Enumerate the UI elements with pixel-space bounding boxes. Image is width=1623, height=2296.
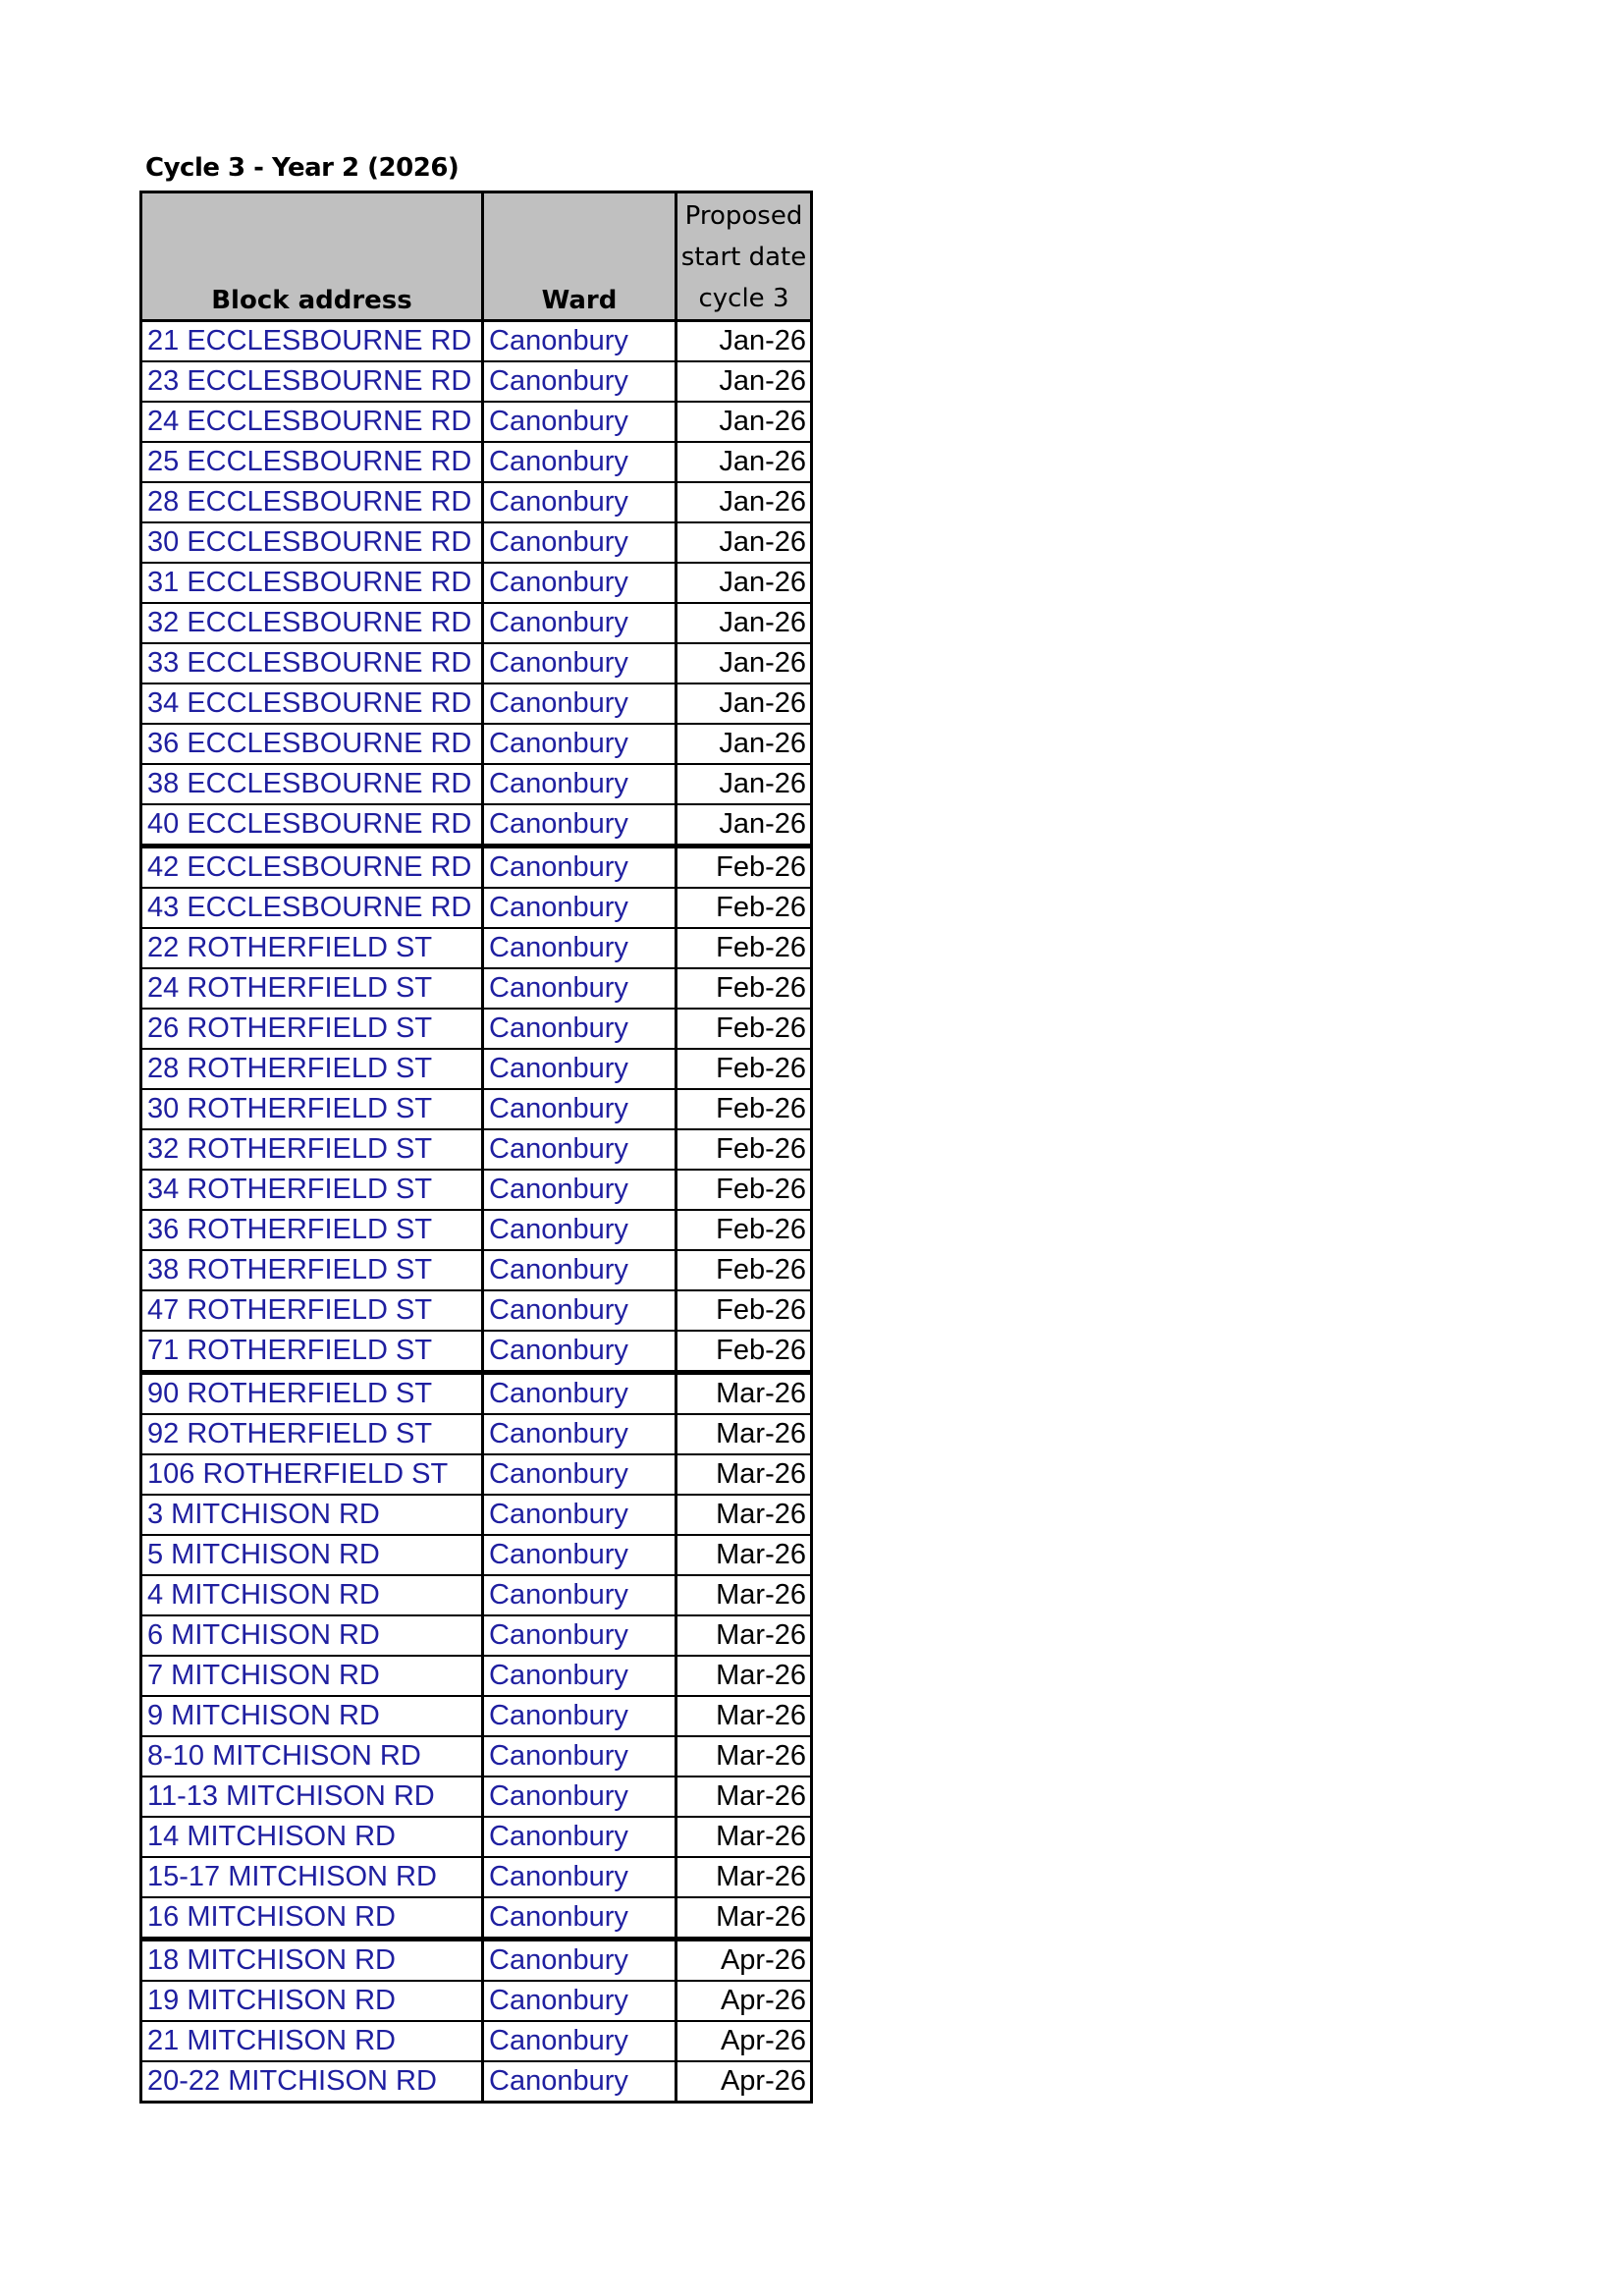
ward-cell: Canonbury <box>483 643 676 683</box>
table-row <box>141 888 812 928</box>
ward-cell: Canonbury <box>483 1373 676 1415</box>
start-date-cell: Jan-26 <box>676 643 812 683</box>
start-date-cell: Feb-26 <box>676 1210 812 1250</box>
ward-cell: Canonbury <box>483 1331 676 1373</box>
start-date-cell: Mar-26 <box>676 1857 812 1897</box>
start-date-cell: Mar-26 <box>676 1817 812 1857</box>
table-row <box>141 968 812 1009</box>
header-block-address: Block address <box>141 192 483 321</box>
block-address-cell: 34 ECCLESBOURNE RD <box>141 683 483 724</box>
block-address-cell: 30 ECCLESBOURNE RD <box>141 522 483 563</box>
ward-cell: Canonbury <box>483 1495 676 1535</box>
block-address-cell: 36 ECCLESBOURNE RD <box>141 724 483 764</box>
start-date-cell: Mar-26 <box>676 1454 812 1495</box>
block-address-cell: 24 ROTHERFIELD ST <box>141 968 483 1009</box>
table-row <box>141 1981 812 2021</box>
header-date-line-3: cycle 3 <box>698 284 789 313</box>
block-address-cell: 32 ECCLESBOURNE RD <box>141 603 483 643</box>
table-row <box>141 683 812 724</box>
table-row <box>141 1857 812 1897</box>
start-date-cell: Jan-26 <box>676 402 812 442</box>
block-address-cell: 31 ECCLESBOURNE RD <box>141 563 483 603</box>
table-row <box>141 1615 812 1656</box>
start-date-cell: Mar-26 <box>676 1615 812 1656</box>
block-address-cell: 28 ECCLESBOURNE RD <box>141 482 483 522</box>
ward-cell: Canonbury <box>483 1736 676 1777</box>
block-address-cell: 5 MITCHISON RD <box>141 1535 483 1575</box>
block-address-cell: 90 ROTHERFIELD ST <box>141 1373 483 1415</box>
ward-cell: Canonbury <box>483 1049 676 1089</box>
ward-cell: Canonbury <box>483 1129 676 1170</box>
ward-cell: Canonbury <box>483 1940 676 1982</box>
table-row <box>141 847 812 889</box>
block-address-cell: 3 MITCHISON RD <box>141 1495 483 1535</box>
block-address-cell: 25 ECCLESBOURNE RD <box>141 442 483 482</box>
start-date-cell: Feb-26 <box>676 1089 812 1129</box>
ward-cell: Canonbury <box>483 563 676 603</box>
ward-cell: Canonbury <box>483 724 676 764</box>
block-address-cell: 106 ROTHERFIELD ST <box>141 1454 483 1495</box>
start-date-cell: Jan-26 <box>676 804 812 847</box>
start-date-cell: Mar-26 <box>676 1736 812 1777</box>
block-address-cell: 14 MITCHISON RD <box>141 1817 483 1857</box>
table-row <box>141 1414 812 1454</box>
block-address-cell: 15-17 MITCHISON RD <box>141 1857 483 1897</box>
start-date-cell: Jan-26 <box>676 361 812 402</box>
block-address-cell: 40 ECCLESBOURNE RD <box>141 804 483 847</box>
ward-cell: Canonbury <box>483 1290 676 1331</box>
block-address-cell: 34 ROTHERFIELD ST <box>141 1170 483 1210</box>
table-row <box>141 1575 812 1615</box>
start-date-cell: Apr-26 <box>676 1981 812 2021</box>
block-address-cell: 16 MITCHISON RD <box>141 1897 483 1940</box>
page-title: Cycle 3 - Year 2 (2026) <box>145 153 460 183</box>
ward-cell: Canonbury <box>483 361 676 402</box>
block-address-cell: 26 ROTHERFIELD ST <box>141 1009 483 1049</box>
block-address-cell: 11-13 MITCHISON RD <box>141 1777 483 1817</box>
ward-cell: Canonbury <box>483 2021 676 2061</box>
ward-cell: Canonbury <box>483 522 676 563</box>
table-row <box>141 1049 812 1089</box>
ward-cell: Canonbury <box>483 482 676 522</box>
table-row <box>141 1736 812 1777</box>
block-address-cell: 18 MITCHISON RD <box>141 1940 483 1982</box>
table-row <box>141 1535 812 1575</box>
start-date-cell: Mar-26 <box>676 1696 812 1736</box>
table-row <box>141 1290 812 1331</box>
ward-cell: Canonbury <box>483 1089 676 1129</box>
block-address-cell: 6 MITCHISON RD <box>141 1615 483 1656</box>
block-address-cell: 23 ECCLESBOURNE RD <box>141 361 483 402</box>
ward-cell: Canonbury <box>483 603 676 643</box>
ward-cell: Canonbury <box>483 1857 676 1897</box>
header-date-line-2: start date <box>680 243 807 272</box>
table-row <box>141 522 812 563</box>
block-address-cell: 28 ROTHERFIELD ST <box>141 1049 483 1089</box>
block-address-cell: 19 MITCHISON RD <box>141 1981 483 2021</box>
block-address-cell: 30 ROTHERFIELD ST <box>141 1089 483 1129</box>
table-row <box>141 402 812 442</box>
table-row <box>141 321 812 362</box>
start-date-cell: Feb-26 <box>676 847 812 889</box>
start-date-cell: Jan-26 <box>676 442 812 482</box>
start-date-cell: Feb-26 <box>676 888 812 928</box>
start-date-cell: Mar-26 <box>676 1777 812 1817</box>
start-date-cell: Feb-26 <box>676 1250 812 1290</box>
start-date-cell: Jan-26 <box>676 482 812 522</box>
start-date-cell: Mar-26 <box>676 1535 812 1575</box>
block-address-cell: 38 ECCLESBOURNE RD <box>141 764 483 804</box>
ward-cell: Canonbury <box>483 1817 676 1857</box>
ward-cell: Canonbury <box>483 402 676 442</box>
ward-cell: Canonbury <box>483 1414 676 1454</box>
table-row <box>141 1817 812 1857</box>
table-row <box>141 2061 812 2103</box>
table-row <box>141 1373 812 1415</box>
start-date-cell: Feb-26 <box>676 1009 812 1049</box>
ward-cell: Canonbury <box>483 1696 676 1736</box>
start-date-cell: Mar-26 <box>676 1575 812 1615</box>
start-date-cell: Jan-26 <box>676 321 812 362</box>
start-date-cell: Jan-26 <box>676 603 812 643</box>
ward-cell: Canonbury <box>483 888 676 928</box>
table-body <box>141 321 812 2103</box>
table-row <box>141 928 812 968</box>
block-address-cell: 43 ECCLESBOURNE RD <box>141 888 483 928</box>
block-address-cell: 32 ROTHERFIELD ST <box>141 1129 483 1170</box>
table-row <box>141 361 812 402</box>
table-row <box>141 1331 812 1373</box>
table-row <box>141 1495 812 1535</box>
table-row <box>141 442 812 482</box>
start-date-cell: Mar-26 <box>676 1656 812 1696</box>
table-row <box>141 1777 812 1817</box>
table-row <box>141 1696 812 1736</box>
ward-cell: Canonbury <box>483 1250 676 1290</box>
block-address-cell: 20-22 MITCHISON RD <box>141 2061 483 2103</box>
table-row <box>141 804 812 847</box>
start-date-cell: Jan-26 <box>676 724 812 764</box>
start-date-cell: Feb-26 <box>676 1170 812 1210</box>
block-address-cell: 36 ROTHERFIELD ST <box>141 1210 483 1250</box>
table-row <box>141 1897 812 1940</box>
ward-cell: Canonbury <box>483 1009 676 1049</box>
block-address-cell: 33 ECCLESBOURNE RD <box>141 643 483 683</box>
ward-cell: Canonbury <box>483 804 676 847</box>
ward-cell: Canonbury <box>483 683 676 724</box>
ward-cell: Canonbury <box>483 847 676 889</box>
block-address-cell: 24 ECCLESBOURNE RD <box>141 402 483 442</box>
table-row <box>141 1210 812 1250</box>
ward-cell: Canonbury <box>483 1454 676 1495</box>
table-row <box>141 1089 812 1129</box>
ward-cell: Canonbury <box>483 764 676 804</box>
table-row <box>141 643 812 683</box>
ward-cell: Canonbury <box>483 1170 676 1210</box>
block-address-cell: 92 ROTHERFIELD ST <box>141 1414 483 1454</box>
table-row <box>141 1940 812 1982</box>
table-row <box>141 1656 812 1696</box>
ward-cell: Canonbury <box>483 321 676 362</box>
start-date-cell: Feb-26 <box>676 1049 812 1089</box>
block-address-cell: 22 ROTHERFIELD ST <box>141 928 483 968</box>
block-address-cell: 38 ROTHERFIELD ST <box>141 1250 483 1290</box>
ward-cell: Canonbury <box>483 2061 676 2103</box>
start-date-cell: Feb-26 <box>676 1331 812 1373</box>
ward-cell: Canonbury <box>483 1615 676 1656</box>
table-row <box>141 482 812 522</box>
start-date-cell: Feb-26 <box>676 1290 812 1331</box>
ward-cell: Canonbury <box>483 1535 676 1575</box>
start-date-cell: Feb-26 <box>676 968 812 1009</box>
block-address-cell: 21 ECCLESBOURNE RD <box>141 321 483 362</box>
table-row <box>141 2021 812 2061</box>
block-address-cell: 7 MITCHISON RD <box>141 1656 483 1696</box>
block-address-cell: 47 ROTHERFIELD ST <box>141 1290 483 1331</box>
table-row <box>141 1129 812 1170</box>
block-address-cell: 71 ROTHERFIELD ST <box>141 1331 483 1373</box>
start-date-cell: Mar-26 <box>676 1414 812 1454</box>
table-row <box>141 1009 812 1049</box>
block-address-cell: 4 MITCHISON RD <box>141 1575 483 1615</box>
start-date-cell: Mar-26 <box>676 1373 812 1415</box>
table-row <box>141 1170 812 1210</box>
ward-cell: Canonbury <box>483 1777 676 1817</box>
start-date-cell: Jan-26 <box>676 683 812 724</box>
table-row <box>141 1454 812 1495</box>
start-date-cell: Jan-26 <box>676 522 812 563</box>
header-date-line-1: Proposed <box>684 201 803 231</box>
table-row <box>141 1250 812 1290</box>
schedule-table <box>139 191 813 2104</box>
ward-cell: Canonbury <box>483 928 676 968</box>
header-proposed-start-date <box>676 192 812 321</box>
block-address-cell: 9 MITCHISON RD <box>141 1696 483 1736</box>
start-date-cell: Jan-26 <box>676 563 812 603</box>
header-row <box>141 192 812 321</box>
ward-cell: Canonbury <box>483 442 676 482</box>
start-date-cell: Feb-26 <box>676 928 812 968</box>
table-row <box>141 563 812 603</box>
block-address-cell: 8-10 MITCHISON RD <box>141 1736 483 1777</box>
start-date-cell: Apr-26 <box>676 2061 812 2103</box>
ward-cell: Canonbury <box>483 1656 676 1696</box>
table-row <box>141 603 812 643</box>
ward-cell: Canonbury <box>483 968 676 1009</box>
start-date-cell: Feb-26 <box>676 1129 812 1170</box>
start-date-cell: Mar-26 <box>676 1897 812 1940</box>
table-row <box>141 724 812 764</box>
ward-cell: Canonbury <box>483 1575 676 1615</box>
start-date-cell: Jan-26 <box>676 764 812 804</box>
ward-cell: Canonbury <box>483 1210 676 1250</box>
start-date-cell: Mar-26 <box>676 1495 812 1535</box>
start-date-cell: Apr-26 <box>676 2021 812 2061</box>
ward-cell: Canonbury <box>483 1981 676 2021</box>
ward-cell: Canonbury <box>483 1897 676 1940</box>
block-address-cell: 21 MITCHISON RD <box>141 2021 483 2061</box>
header-ward: Ward <box>483 192 676 321</box>
table-row <box>141 764 812 804</box>
start-date-cell: Apr-26 <box>676 1940 812 1982</box>
block-address-cell: 42 ECCLESBOURNE RD <box>141 847 483 889</box>
